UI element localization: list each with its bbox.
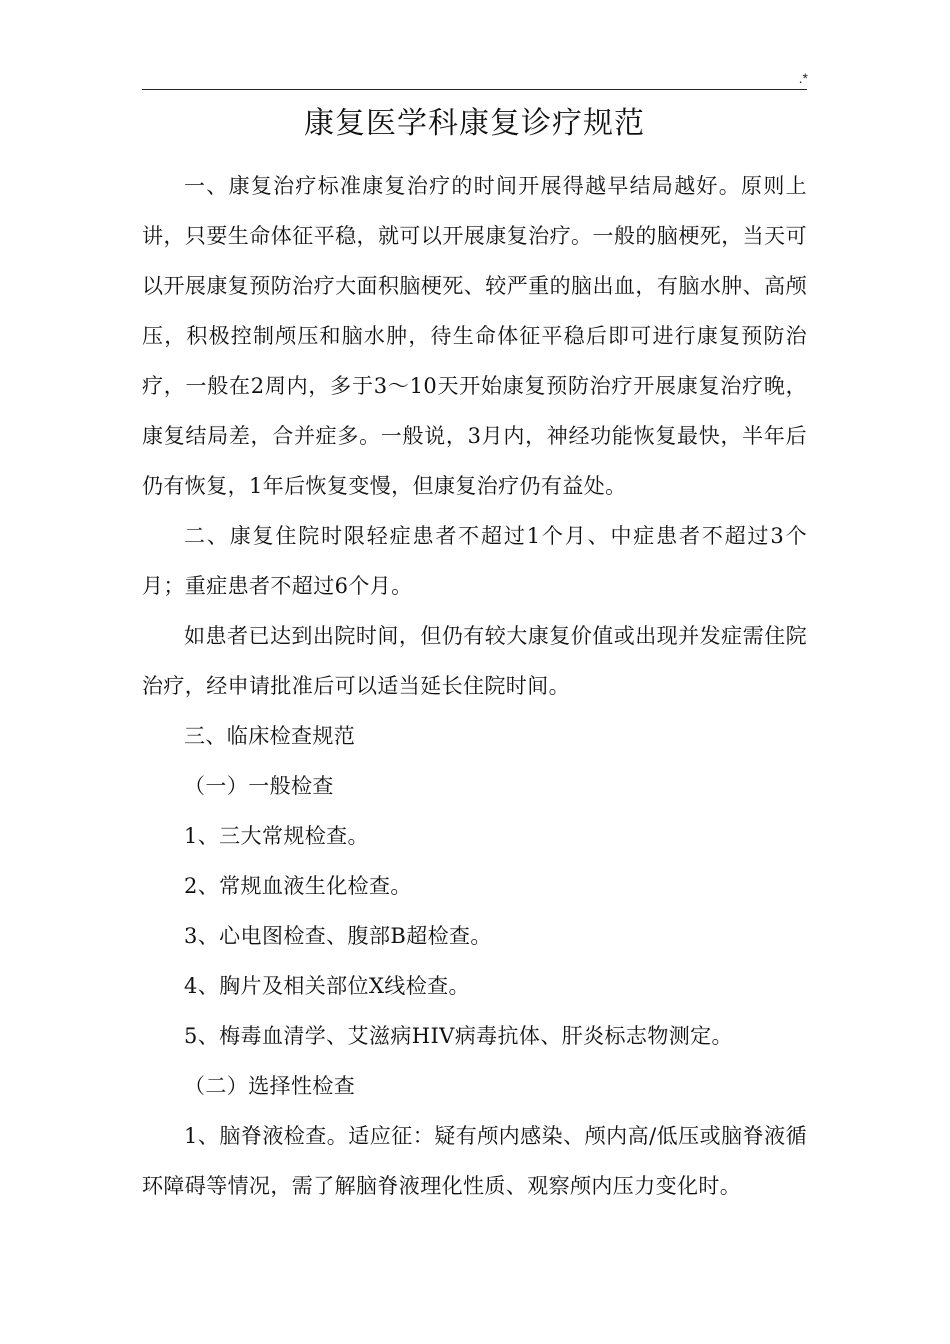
list-item: 4、胸片及相关部位X线检查。 xyxy=(184,974,470,998)
document-title: 康复医学科康复诊疗规范 xyxy=(304,106,645,141)
paragraph-extension: 如患者已达到出院时间，但仍有较大康复价值或出现并发症需住院治疗，经申请批准后可以适当延长住院时间。 xyxy=(142,624,807,698)
header-mark: .* xyxy=(798,70,808,86)
subsection-general-exam: （一）一般检查 xyxy=(184,774,334,798)
paragraph-treatment-standard: 一、康复治疗标准康复治疗的时间开展得越早结局越好。原则上讲，只要生命体征平稳，就可以开展康复治疗。一般的脑梗死，当天可以开展康复预防治疗大面积脑梗死、较严重的脑出血，有脑水肿、高颅压，积极控制颅压和脑水肿，待生命体征平稳后即可进行康复预防治疗，一般在2周内，多于3～10天开始康复预防治疗开展康复治疗晚，康复结局差，合并症多。一般说，3月内，神经功能恢复最快，半年后仍有恢复，1年后恢复变慢，但康复治疗仍有益处。 xyxy=(142,174,807,498)
subsection-selective-exam: （二）选择性检查 xyxy=(184,1074,356,1098)
list-item: 1、三大常规检查。 xyxy=(184,824,369,848)
paragraph-hospital-stay-limit: 二、康复住院时限轻症患者不超过1个月、中症患者不超过3个月；重症患者不超过6个月。 xyxy=(142,524,807,598)
list-item: 2、常规血液生化检查。 xyxy=(184,874,412,898)
list-item: 5、梅毒血清学、艾滋病HIV病毒抗体、肝炎标志物测定。 xyxy=(184,1024,733,1048)
list-item: 3、心电图检查、腹部B超检查。 xyxy=(184,924,492,948)
header-rule xyxy=(142,89,807,90)
list-item: 1、脑脊液检查。适应征：疑有颅内感染、颅内高/低压或脑脊液循环障碍等情况，需了解脑脊液理化性质、观察颅内压力变化时。 xyxy=(142,1124,807,1198)
section-heading-clinical-exam: 三、临床检查规范 xyxy=(184,724,356,748)
document-body xyxy=(142,161,807,1211)
